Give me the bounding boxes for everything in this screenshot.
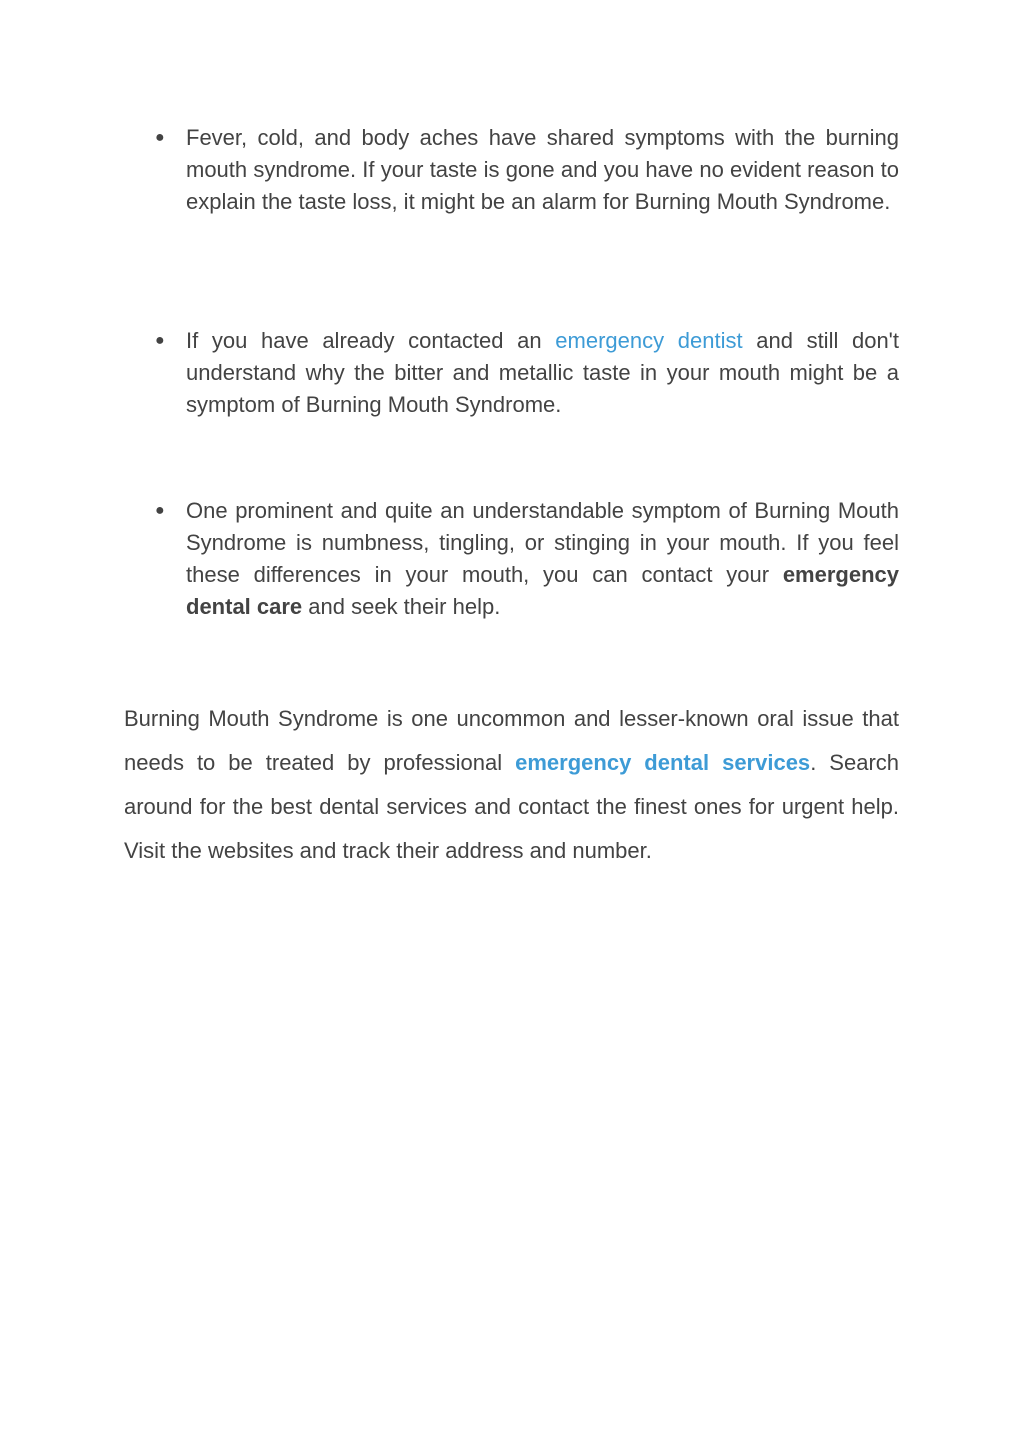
list-item <box>124 495 899 623</box>
emergency-dentist-link[interactable]: emergency dentist <box>555 328 743 353</box>
bullet-dot-icon: ● <box>155 502 165 519</box>
bullet-dot-icon: ● <box>155 332 165 349</box>
bullet-text-before: One prominent and quite an understandable symptom of Burning Mouth Syndrome is numbness, tingling, or stinging in your mouth. If you feel these differences in your mouth, you can contact your <box>186 498 899 587</box>
bullet-text-after: and seek their help. <box>302 594 501 619</box>
bullet-text <box>186 122 899 218</box>
bullet-text <box>186 325 899 421</box>
closing-paragraph <box>124 697 899 873</box>
bullet-dot-icon: ● <box>155 129 165 146</box>
list-item <box>124 325 899 421</box>
bullet-text-after: and still don't understand why the bitter and metallic taste in your mouth might be a symptom of Burning Mouth Syndrome. <box>186 328 899 417</box>
bullet-text <box>186 495 899 623</box>
emergency-dental-care-term: emergency dental care <box>186 562 899 619</box>
closing-text-before: Burning Mouth Syndrome is one uncommon and lesser-known oral issue that needs to be treated by professional <box>124 706 899 775</box>
bullet-text-body: Fever, cold, and body aches have shared symptoms with the burning mouth syndrome. If your taste is gone and you have no evident reason to explain the taste loss, it might be an alarm for Burning Mouth Syndrome. <box>186 125 899 214</box>
bullet-text-before: If you have already contacted an <box>186 328 556 353</box>
closing-text-after: . Search around for the best dental services and contact the finest ones for urgent help. Visit the websites and track their address and number. <box>124 750 900 863</box>
list-item <box>124 122 899 218</box>
emergency-dental-services-link[interactable]: emergency dental services <box>515 750 811 775</box>
